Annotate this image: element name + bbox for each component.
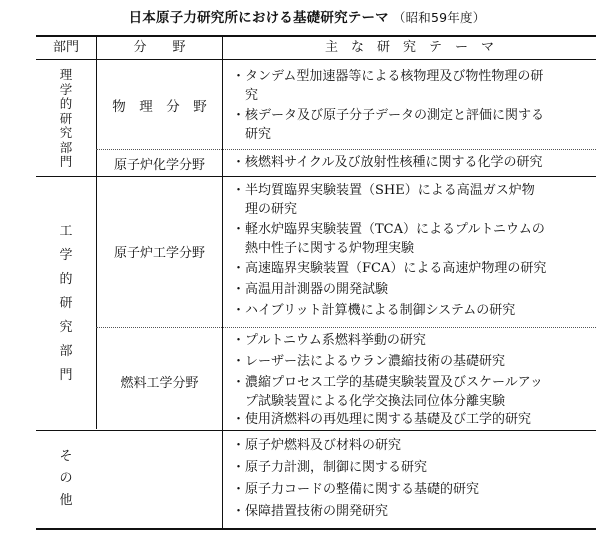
dept-science-char: 研 [59, 110, 73, 126]
dept-science-char: 的 [59, 96, 73, 111]
engineering-subrow-divider [96, 327, 596, 328]
dept-engineering-char: 究 [59, 320, 73, 335]
list-item: ・原子炉燃料及び材料の研究 [232, 438, 402, 453]
title-main: 日本原子力研究所における基礎研究テーマ [128, 10, 389, 26]
dept-other [56, 446, 76, 512]
science-bottom-border [36, 176, 596, 177]
field-column-divider [222, 35, 223, 529]
list-item: ・高温用計測器の開発試験 [232, 282, 389, 297]
science-subrow-divider [96, 149, 596, 150]
list-item: ・濃縮プロセス工学的基礎実験装置及びスケールアッ [232, 375, 543, 390]
table-bottom-border [36, 528, 596, 530]
list-item: ・ハイブリット計算機による制御システムの研究 [232, 303, 516, 318]
header-field: 分 野 [133, 40, 186, 55]
table-title [0, 6, 614, 26]
list-item: ・レーザー法によるウラン濃縮技術の基礎研究 [232, 354, 506, 369]
header-dept: 部門 [52, 40, 79, 55]
dept-engineering-char: 研 [59, 296, 73, 311]
list-item: ・核燃料サイクル及び放射性核種に関する化学の研究 [232, 155, 543, 170]
dept-science-char: 理 [59, 67, 73, 82]
dept-science [56, 68, 76, 170]
dept-science-char: 究 [59, 125, 73, 140]
field-reactor-chemistry: 原子炉化学分野 [113, 158, 205, 173]
dept-engineering-char: 門 [59, 368, 73, 383]
dept-other-char: そ [59, 449, 73, 464]
list-item: ・原子力計測，制御に関する研究 [232, 460, 428, 475]
dept-science-char: 学 [59, 81, 73, 97]
dept-science-char: 部 [59, 139, 73, 155]
list-item: ・軽水炉臨界実験装置（TCA）によるプルトニウムの [232, 222, 545, 237]
list-item-continuation: 熱中性子に関する炉物理実験 [245, 241, 415, 256]
list-item: ・プルトニウム系燃料挙動の研究 [232, 333, 426, 348]
header-theme: 主 な 研 究 テ ー マ [324, 40, 494, 55]
dept-science-char: 門 [59, 154, 73, 169]
list-item: ・核データ及び原子分子データの測定と評価に関する [232, 108, 545, 123]
list-item: ・半均質臨界実験装置（SHE）による高温ガス炉物 [232, 183, 535, 198]
title-year: （昭和59年度） [392, 10, 486, 25]
field-physics: 物 理 分 野 [112, 99, 207, 115]
dept-engineering-char: 工 [59, 224, 73, 239]
dept-engineering [56, 220, 76, 388]
field-fuel-engineering: 燃料工学分野 [120, 376, 199, 391]
engineering-bottom-border [36, 430, 596, 431]
list-item-continuation: 研究 [245, 127, 272, 142]
dept-engineering-char: 学 [59, 248, 73, 263]
dept-other-char: 他 [59, 493, 73, 508]
table-top-border [36, 35, 596, 37]
list-item: ・高速臨界実験装置（FCA）による高速炉物理の研究 [232, 261, 547, 276]
list-item: ・使用済燃料の再処理に関する基礎及び工学的研究 [232, 412, 532, 427]
dept-engineering-char: 部 [59, 344, 73, 359]
dept-other-char: の [59, 471, 73, 486]
list-item: ・保障措置技術の開発研究 [232, 504, 389, 519]
list-item-continuation: 究 [245, 88, 259, 103]
list-item: ・タンデム型加速器等による核物理及び物性物理の研 [232, 69, 544, 84]
list-item-continuation: 理の研究 [245, 202, 298, 217]
list-item-continuation: プ試験装置による化学交換法同位体分離実験 [245, 394, 506, 409]
header-bottom-border [36, 59, 596, 60]
field-reactor-engineering: 原子炉工学分野 [113, 246, 205, 261]
dept-engineering-char: 的 [59, 272, 73, 287]
list-item: ・原子力コードの整備に関する基礎的研究 [232, 482, 480, 497]
